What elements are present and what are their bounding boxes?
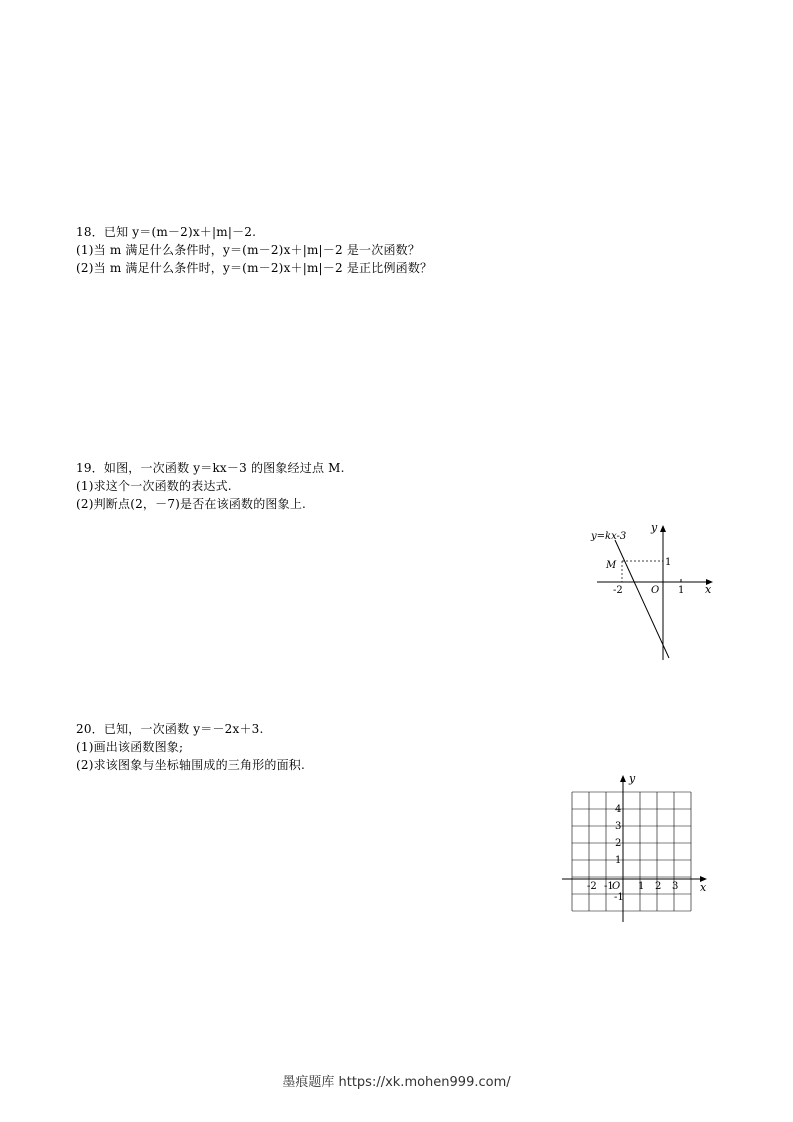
q20-grid (572, 792, 691, 911)
q19-origin-label: O (651, 585, 660, 596)
q20-origin-label: O (612, 881, 621, 892)
q18-part1: (1)当 m 满足什么条件时，y＝(m－2)x＋|m|－2 是一次函数？ (76, 243, 421, 257)
q19-y-axis-arrow (660, 525, 666, 532)
q19-point-m-label: M (606, 560, 617, 571)
q20-y-tick-label: -1 (614, 892, 624, 903)
q20-x-tick-label: -1 (604, 881, 614, 892)
q20-x-tick-label: 3 (672, 881, 679, 892)
q20-y-tick-label: 3 (615, 821, 622, 832)
q20-x-tick-label: -2 (587, 881, 597, 892)
q20-y-tick-label: 4 (615, 804, 622, 815)
q19-tick-label-x1: 1 (678, 585, 685, 596)
q19-x-label: x (705, 583, 712, 596)
q19-tick-label-y1: 1 (665, 557, 672, 568)
q20-part1: (1)画出该函数图象; (76, 740, 184, 754)
q20-y-tick-label: 2 (615, 838, 622, 849)
q20-part2: (2)求该图象与坐标轴围成的三角形的面积. (76, 758, 306, 772)
q20-figure (560, 770, 715, 925)
footer-watermark: 墨痕题库 https://xk.mohen999.com/ (282, 1075, 511, 1090)
q19-part1: (1)求这个一次函数的表达式. (76, 479, 232, 493)
q19-part2: (2)判断点(2，－7)是否在该函数的图象上. (76, 497, 307, 511)
q19-tick-label-neg2: -2 (613, 585, 623, 596)
q19-stem: 19．如图，一次函数 y＝kx－3 的图象经过点 M. (76, 461, 345, 475)
q20-x-label: x (700, 881, 707, 894)
q18-part2: (2)当 m 满足什么条件时，y＝(m－2)x＋|m|－2 是正比例函数？ (76, 261, 433, 275)
q20-y-tick-label: 1 (615, 855, 622, 866)
q19-line-label: y=kx-3 (591, 531, 627, 542)
q20-x-tick-label: 1 (638, 881, 645, 892)
q19-y-label: y (651, 521, 658, 534)
q19-figure (585, 520, 720, 665)
q18-stem: 18．已知 y＝(m－2)x＋|m|－2. (76, 225, 257, 239)
q19-graph-line (615, 540, 672, 658)
q20-x-tick-label: 2 (655, 881, 662, 892)
q20-stem: 20．已知，一次函数 y＝－2x＋3. (76, 722, 264, 736)
q20-y-axis-arrow (620, 775, 626, 782)
q20-y-label: y (629, 772, 636, 785)
